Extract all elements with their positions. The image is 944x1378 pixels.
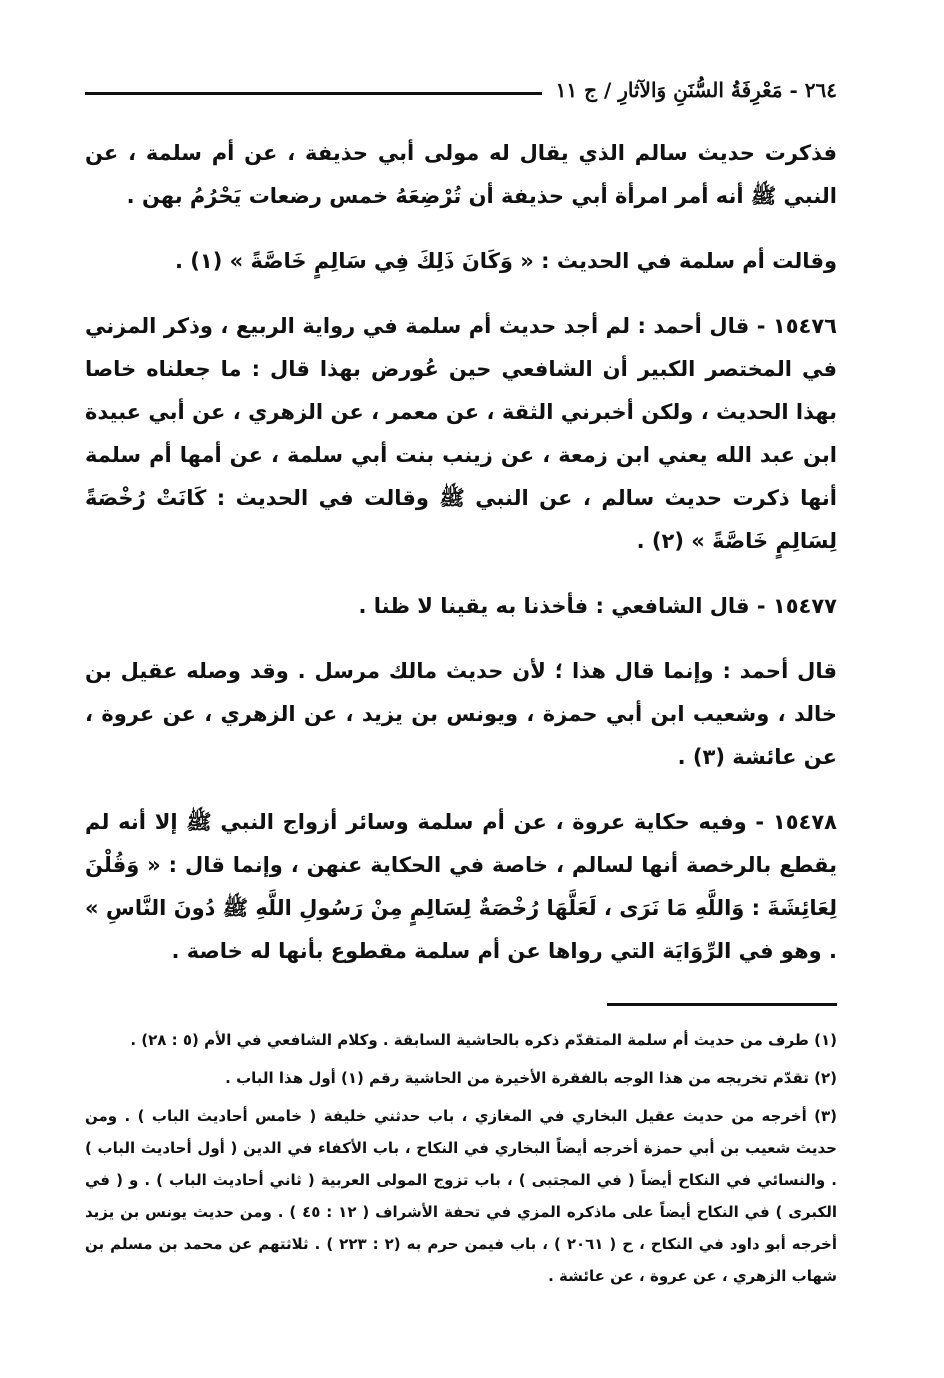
footnote-2: (٢) تقدّم تخريجه من هذا الوجه بالفقرة الأخيرة من الحاشية رقم (١) أول هذا الباب . bbox=[225, 1069, 837, 1087]
running-head-title: ٢٦٤ - مَعْرِفَةُ السُّنَنِ وَالآثارِ / ج ١١ bbox=[555, 78, 837, 102]
page-header bbox=[85, 70, 837, 110]
paragraph-15478: ١٥٤٧٨ - وفيه حكاية عروة ، عن أم سلمة وسائر أزواج النبي ﷺ إلا أنه لم يقطع بالرخصة أنها لسالم ، خاصة في الحكاية عنهن ، وإنما قال : « وَقُلْنَ لِعَائِشَةَ : وَاللَّهِ مَا نَرَى ، لَعَلَّهَا رُخْصَةٌ لِسَالِمٍ مِنْ رَسُولِ اللَّهِ ﷺ دُونَ النَّاسِ » . وهو في الرِّوَايَة التي رواها عن أم سلمة مقطوع بأنها له خاصة . bbox=[84, 810, 837, 963]
paragraph-ahmad: قال أحمد : وإنما قال هذا ؛ لأن حديث مالك مرسل . وقد وصله عقيل بن خالد ، وشعيب ابن أبي حمزة ، ويونس بن يزيد ، عن الزهري ، عن عروة ، عن عائشة (٣) . bbox=[85, 659, 837, 769]
paragraph-15477: ١٥٤٧٧ - قال الشافعي : فأخذنا به يقينا لا ظنا . bbox=[358, 594, 837, 618]
footnotes bbox=[85, 1024, 837, 1292]
book-page bbox=[85, 70, 837, 1350]
header-rule bbox=[85, 92, 542, 95]
main-text bbox=[85, 132, 837, 973]
footnote-separator bbox=[607, 1003, 837, 1006]
footnote-1: (١) طرف من حديث أم سلمة المتقدّم ذكره بالحاشية السابقة . وكلام الشافعي في الأم (٥ : ٢٨) . bbox=[130, 1031, 837, 1049]
paragraph-2: وقالت أم سلمة في الحديث : « وَكَانَ ذَلِكَ فِي سَالِمٍ خَاصَّةً » (١) . bbox=[174, 249, 837, 273]
paragraph-1: فذكرت حديث سالم الذي يقال له مولى أبي حذيفة ، عن أم سلمة ، عن النبي ﷺ أنه أمر امرأة أبي حذيفة أن تُرْضِعَهُ خمس رضعات يَحْرُمُ بهن . bbox=[85, 141, 837, 208]
paragraph-15476: ١٥٤٧٦ - قال أحمد : لم أجد حديث أم سلمة في رواية الربيع ، وذكر المزني في المختصر الكبير أن الشافعي حين عُورض بهذا قال : ما جعلناه خاصا بهذا الحديث ، ولكن أخبرني الثقة ، عن معمر ، عن الزهري ، عن أبي عبيدة ابن عبد الله يعني ابن زمعة ، عن زينب بنت أبي سلمة ، عن أمها أم سلمة أنها ذكرت حديث سالم ، عن النبي ﷺ وقالت في الحديث : كَانَتْ رُخْصَةً لِسَالِمٍ خَاصَّةً » (٢) . bbox=[85, 314, 837, 553]
footnote-3: (٣) أخرجه من حديث عقيل البخاري في المغازي ، باب حدثني خليفة ( خامس أحاديث الباب ) . ومن حديث شعيب بن أبي حمزة أخرجه أيضاً البخاري في النكاح ، باب الأكفاء في الدين ( أول أحاديث الباب ) . والنسائي في النكاح أيضاً ( في المجتبى ) ، باب تزوج المولى العربية ( ثاني أحاديث الباب ) . و ( في الكبرى ) في النكاح أيضاً على ماذكره المزي في تحفة الأشراف ( ١٢ : ٤٥ ) . ومن حديث يونس بن يزيد أخرجه أبو داود في النكاح ، ح ( ٢٠٦١ ) ، باب فيمن حرم به (٢ : ٢٢٣ ) . ثلاثتهم عن محمد بن مسلم بن شهاب الزهري ، عن عروة ، عن عائشة . bbox=[85, 1107, 837, 1285]
